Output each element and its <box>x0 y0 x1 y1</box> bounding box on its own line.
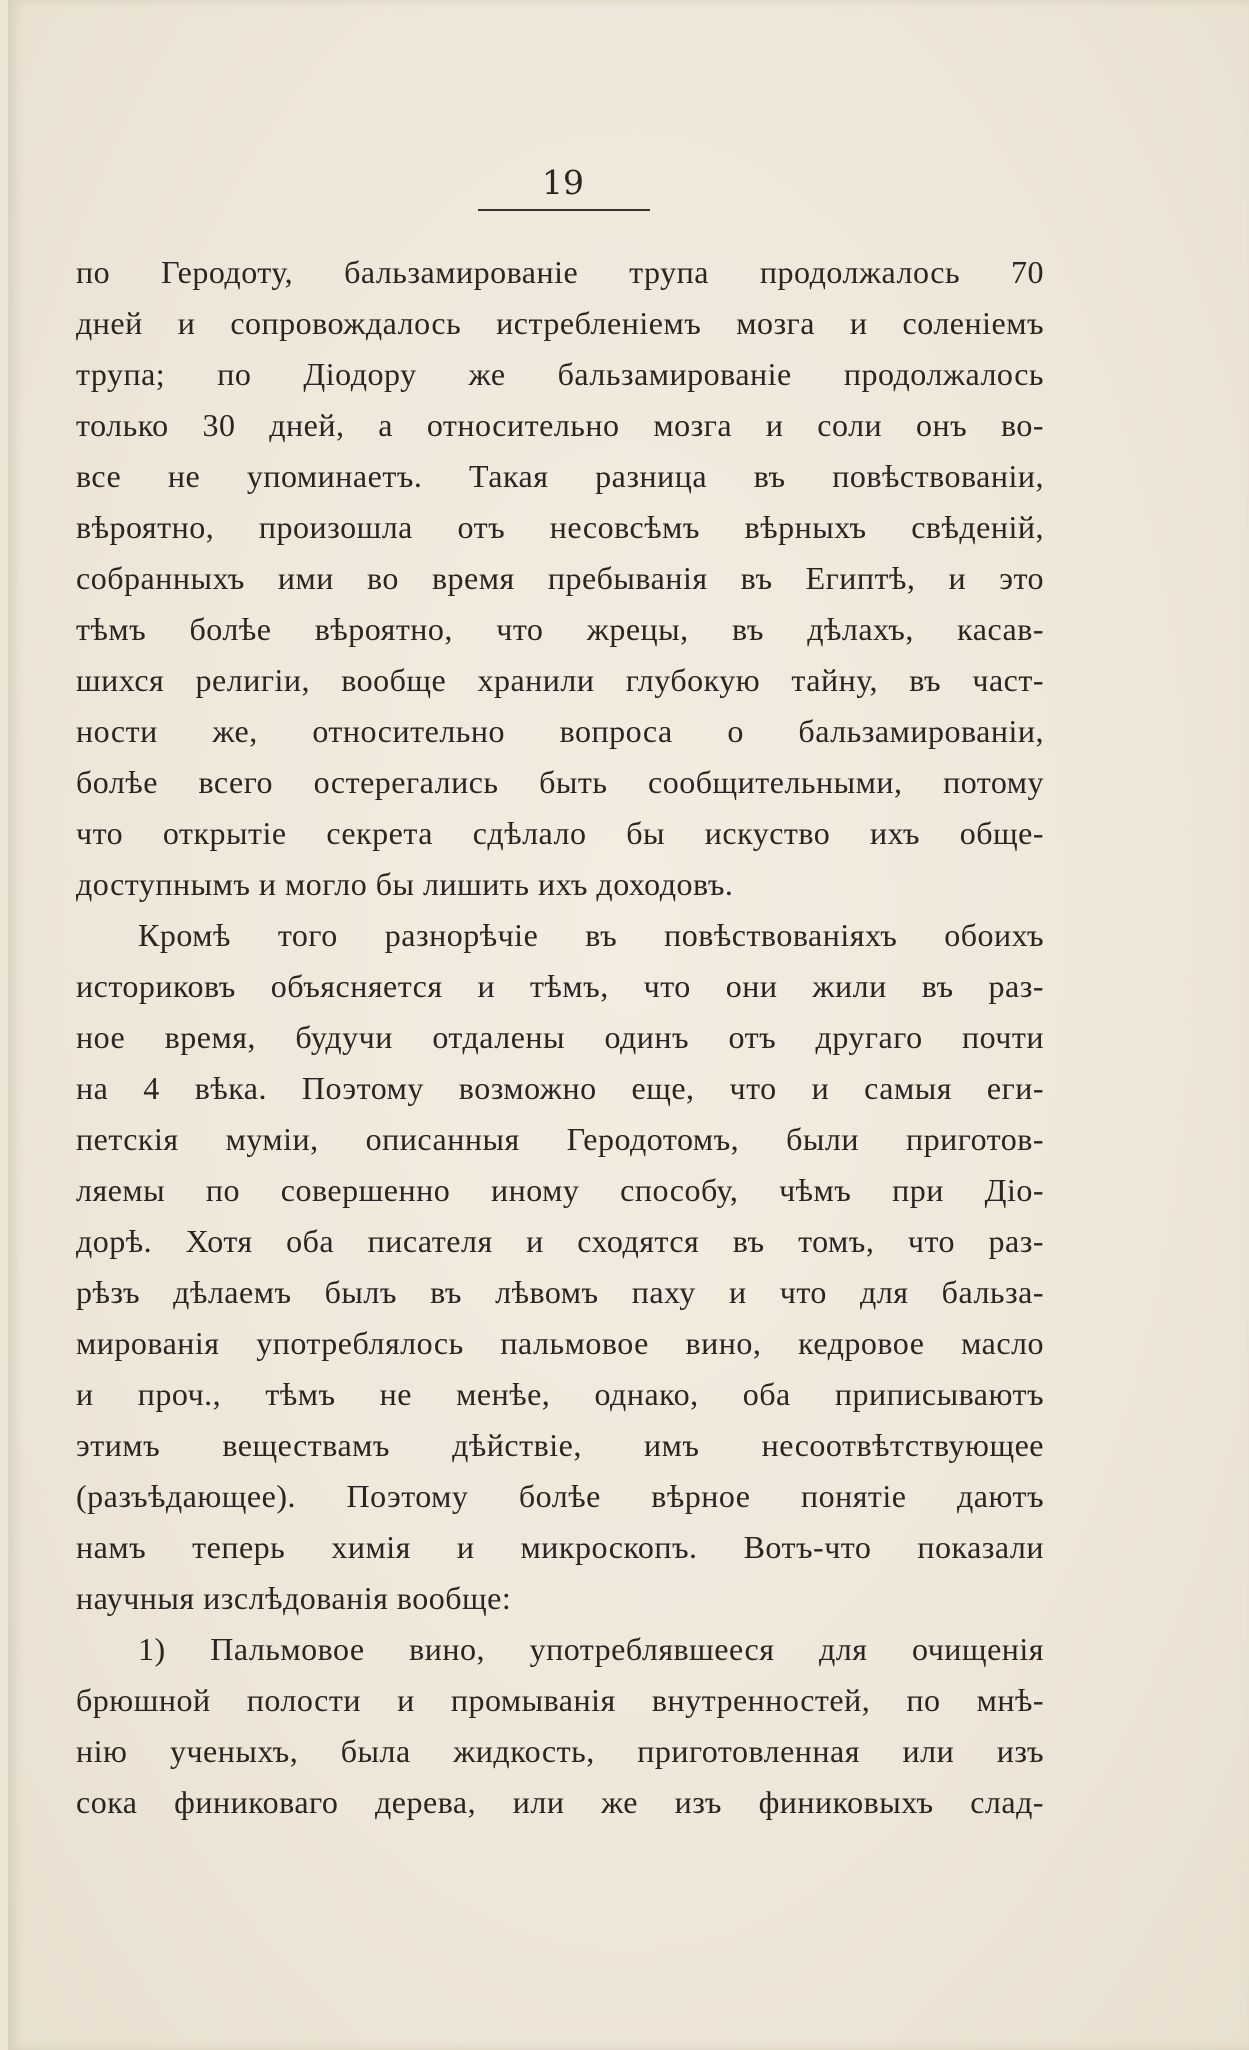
body-text <box>76 247 1044 1828</box>
text-line: только 30 дней, а относительно мозга и соли онъ во- <box>76 407 1044 443</box>
text-line: что открытіе секрета сдѣлало бы искуство ихъ обще- <box>76 815 1044 851</box>
text-line: Кромѣ того разнорѣчіе въ повѣствованіяхъ обоихъ <box>138 917 1044 953</box>
text-line: (разъѣдающее). Поэтому болѣе вѣрное понятіе даютъ <box>76 1478 1044 1514</box>
text-line: трупа; по Діодору же бальзамированіе продолжалось <box>76 356 1044 392</box>
page-number-rule <box>478 209 650 211</box>
text-line: историковъ объясняется и тѣмъ, что они жили въ раз- <box>76 968 1044 1004</box>
text-line: собранныхъ ими во время пребыванія въ Египтѣ, и это <box>76 560 1044 596</box>
text-line: нію ученыхъ, была жидкость, приготовленная или изъ <box>76 1733 1044 1769</box>
text-line: болѣе всего остерегались быть сообщительными, потому <box>76 764 1044 800</box>
text-line: дней и сопровождалось истребленіемъ мозга и соленіемъ <box>76 305 1044 341</box>
text-line: этимъ веществамъ дѣйствіе, имъ несоотвѣтствующее <box>76 1427 1044 1463</box>
text-line: 1) Пальмовое вино, употреблявшееся для очищенія <box>138 1631 1044 1667</box>
text-line: дорѣ. Хотя оба писателя и сходятся въ томъ, что раз- <box>76 1223 1044 1259</box>
text-line: шихся религіи, вообще хранили глубокую тайну, въ част- <box>76 662 1044 698</box>
text-line: все не упоминаетъ. Такая разница въ повѣствованіи, <box>76 458 1044 494</box>
book-page <box>8 0 1249 2050</box>
text-line: ляемы по совершенно иному способу, чѣмъ при Діо- <box>76 1172 1044 1208</box>
page-number: 19 <box>542 163 584 202</box>
text-line: сока финиковаго дерева, или же изъ финиковыхъ слад- <box>76 1784 1044 1820</box>
text-line: и проч., тѣмъ не менѣе, однако, оба приписываютъ <box>76 1376 1044 1412</box>
text-line: тѣмъ болѣе вѣроятно, что жрецы, въ дѣлахъ, касав- <box>76 611 1044 647</box>
text-line: петскія муміи, описанныя Геродотомъ, были приготов- <box>76 1121 1044 1157</box>
text-line: вѣроятно, произошла отъ несовсѣмъ вѣрныхъ свѣденій, <box>76 509 1044 545</box>
paragraph <box>76 910 1044 1624</box>
text-line: на 4 вѣка. Поэтому возможно еще, что и самыя еги- <box>76 1070 1044 1106</box>
paragraph <box>76 1624 1044 1828</box>
text-line: мированія употреблялось пальмовое вино, кедровое масло <box>76 1325 1044 1361</box>
text-line: рѣзъ дѣлаемъ былъ въ лѣвомъ паху и что для бальза- <box>76 1274 1044 1310</box>
text-line: по Геродоту, бальзамированіе трупа продолжалось 70 <box>76 254 1044 290</box>
text-line: доступнымъ и могло бы лишить ихъ доходовъ. <box>76 866 734 902</box>
text-line: ности же, относительно вопроса о бальзамированіи, <box>76 713 1044 749</box>
text-line: намъ теперь химія и микроскопъ. Вотъ-что показали <box>76 1529 1044 1565</box>
paragraph <box>76 247 1044 910</box>
text-line: брюшной полости и промыванія внутренностей, по мнѣ- <box>76 1682 1044 1718</box>
text-line: научныя изслѣдованія вообще: <box>76 1580 512 1616</box>
text-line: ное время, будучи отдалены одинъ отъ другаго почти <box>76 1019 1044 1055</box>
